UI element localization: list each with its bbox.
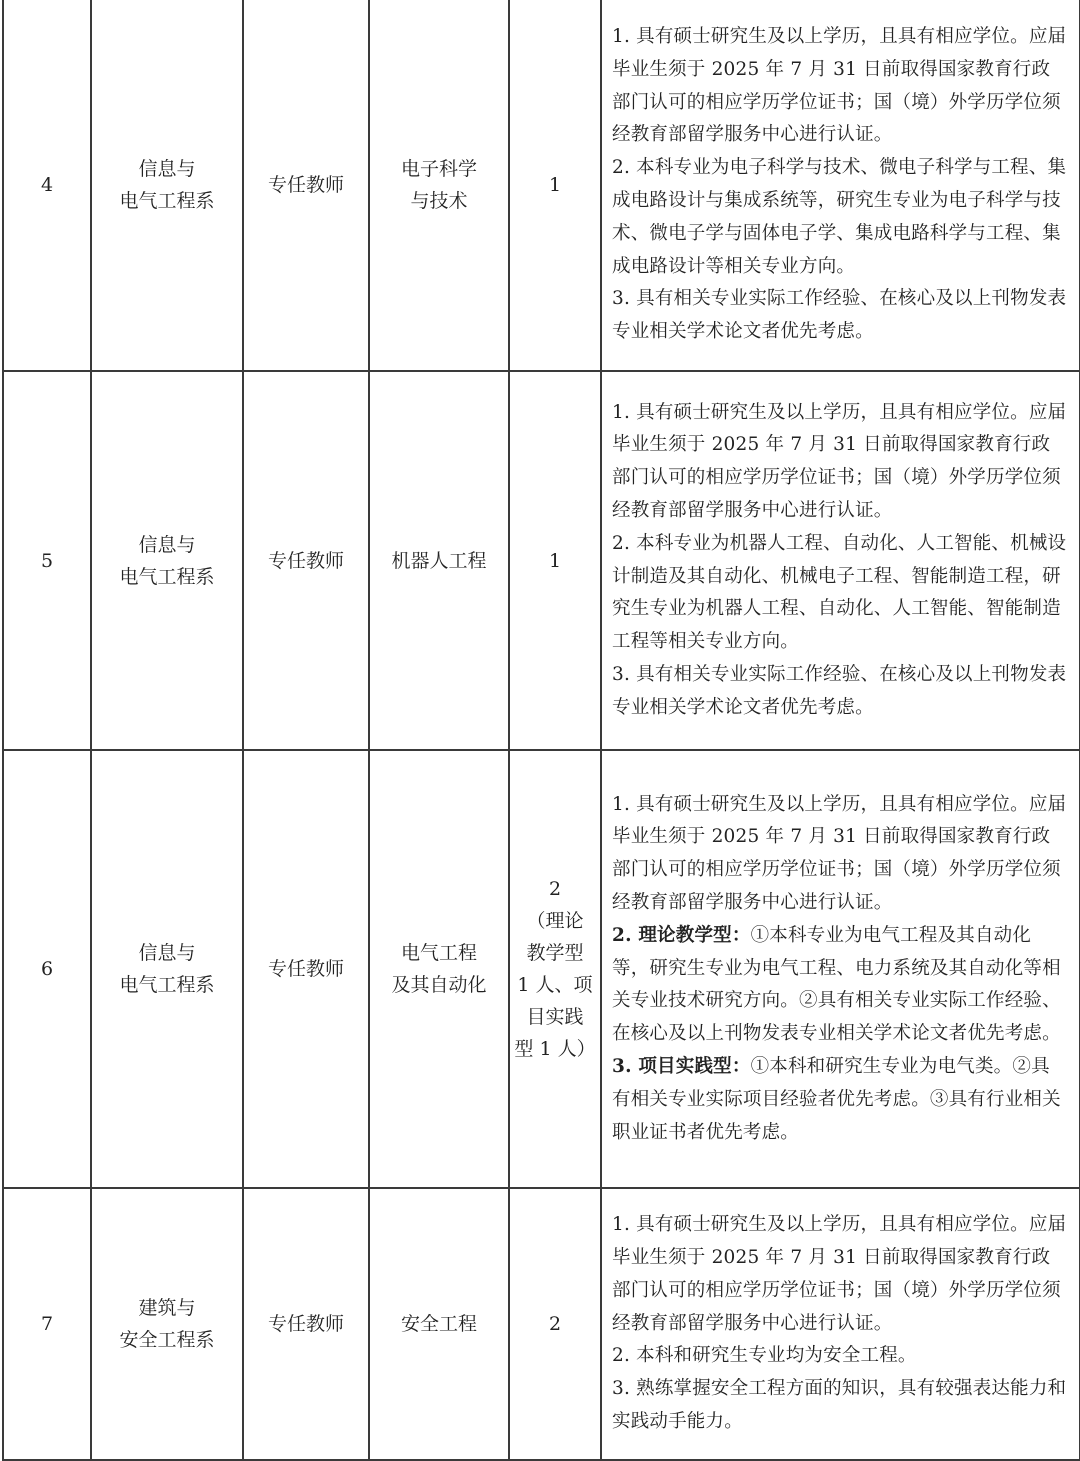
requirements-cell [601,1188,1080,1460]
department-line: 安全工程系 [119,1329,215,1351]
requirement-item [612,397,1067,528]
major-line: 及其自动化 [391,974,487,996]
requirements-cell [601,371,1080,750]
table-row [3,1188,1080,1460]
row-number-cell: 6 [3,750,91,1188]
requirement-text: 2. 本科和研究生专业均为安全工程。 [612,1345,917,1367]
requirement-text: 3. 熟练掌握安全工程方面的知识，具有较强表达能力和实践动手能力。 [612,1378,1067,1432]
requirement-item [612,1051,1067,1149]
department-line: 建筑与 [138,1297,196,1319]
requirement-item [612,920,1067,1051]
requirement-item [612,1340,1067,1373]
requirement-item [612,283,1067,349]
department-line: 电气工程系 [119,974,215,996]
post-cell: 专任教师 [243,0,369,371]
major-line: 与技术 [410,190,468,212]
headcount-cell [509,1188,601,1460]
post-cell: 专任教师 [243,1188,369,1460]
requirement-text: ①本科专业为电气工程及其自动化等，研究生专业为电气工程、电力系统及其自动化等相关专业技术研究方向。②具有相关专业实际工作经验、在核心及以上刊物发表专业相关学术论文者优先考虑。 [612,924,1061,1045]
major-line: 安全工程 [400,1313,477,1335]
row-number-cell: 4 [3,0,91,371]
requirement-text: 1. 具有硕士研究生及以上学历，且具有相应学位。应届毕业生须于 2025 年 7 月 31 日前取得国家教育行政部门认可的相应学历学位证书；国（境）外学历学位须经教育部留学服务中心进行认证。 [612,401,1067,521]
table-row [3,0,1080,371]
table-row [3,750,1080,1188]
requirement-item [612,152,1067,283]
row-number-cell: 7 [3,1188,91,1460]
major-cell [369,1188,509,1460]
table-row [3,371,1080,750]
table-body [3,0,1080,1460]
requirement-item [612,789,1067,920]
requirements-cell [601,750,1080,1188]
requirement-lead: 3. 项目实践型： [612,1055,751,1077]
department-cell [91,0,243,371]
headcount-line: （理论 [526,910,584,932]
headcount-line: 目实践 [526,1006,584,1028]
requirement-text: 3. 具有相关专业实际工作经验、在核心及以上刊物发表专业相关学术论文者优先考虑。 [612,663,1067,718]
row-number-cell: 5 [3,371,91,750]
requirement-text: 2. 本科专业为机器人工程、自动化、人工智能、机械设计制造及其自动化、机械电子工程、智能制造工程，研究生专业为机器人工程、自动化、人工智能、智能制造工程等相关专业方向。 [612,532,1067,653]
department-line: 电气工程系 [119,190,215,212]
requirement-text: 1. 具有硕士研究生及以上学历，且具有相应学位。应届毕业生须于 2025 年 7 月 31 日前取得国家教育行政部门认可的相应学历学位证书；国（境）外学历学位须经教育部留学服务中心进行认证。 [612,793,1067,913]
major-cell [369,0,509,371]
headcount-cell [509,371,601,750]
requirement-item [612,528,1067,659]
headcount-line: 1 [548,549,562,572]
major-line: 电气工程 [400,942,477,964]
department-line: 电气工程系 [119,565,215,588]
department-line: 信息与 [138,942,196,964]
headcount-cell [509,0,601,371]
requirement-item [612,1373,1067,1439]
headcount-line: 2 [548,1313,562,1335]
department-line: 信息与 [138,158,196,180]
requirement-text: ①本科和研究生专业为电气类。②具有相关专业实际项目经验者优先考虑。③具有行业相关职业证书者优先考虑。 [612,1055,1061,1143]
requirement-item [612,21,1067,152]
requirement-text: 3. 具有相关专业实际工作经验、在核心及以上刊物发表专业相关学术论文者优先考虑。 [612,288,1067,343]
department-line: 信息与 [138,533,196,556]
department-cell [91,371,243,750]
post-cell: 专任教师 [243,371,369,750]
requirement-text: 1. 具有硕士研究生及以上学历，且具有相应学位。应届毕业生须于 2025 年 7 月 31 日前取得国家教育行政部门认可的相应学历学位证书；国（境）外学历学位须经教育部留学服务中心进行认证。 [612,26,1067,146]
requirement-item [612,1209,1067,1340]
requirement-lead: 2. 理论教学型： [612,924,751,946]
headcount-line: 教学型 [526,942,584,964]
headcount-cell [509,750,601,1188]
headcount-line: 1 人、项 [517,974,593,996]
major-line: 机器人工程 [391,549,487,572]
requirement-text: 2. 本科专业为电子科学与技术、微电子科学与工程、集成电路设计与集成系统等，研究生专业为电子科学与技术、微电子学与固体电子学、集成电路科学与工程、集成电路设计等相关专业方向。 [612,157,1067,277]
major-line: 电子科学 [400,158,477,180]
requirement-item [612,659,1067,725]
headcount-line: 2 [548,878,562,900]
requirements-cell [601,0,1080,371]
major-cell [369,371,509,750]
post-cell: 专任教师 [243,750,369,1188]
headcount-line: 型 1 人） [514,1038,596,1060]
department-cell [91,1188,243,1460]
recruitment-table [2,0,1080,1461]
headcount-line: 1 [548,174,562,196]
requirement-text: 1. 具有硕士研究生及以上学历，且具有相应学位。应届毕业生须于 2025 年 7 月 31 日前取得国家教育行政部门认可的相应学历学位证书；国（境）外学历学位须经教育部留学服务中心进行认证。 [612,1214,1067,1334]
major-cell [369,750,509,1188]
department-cell [91,750,243,1188]
